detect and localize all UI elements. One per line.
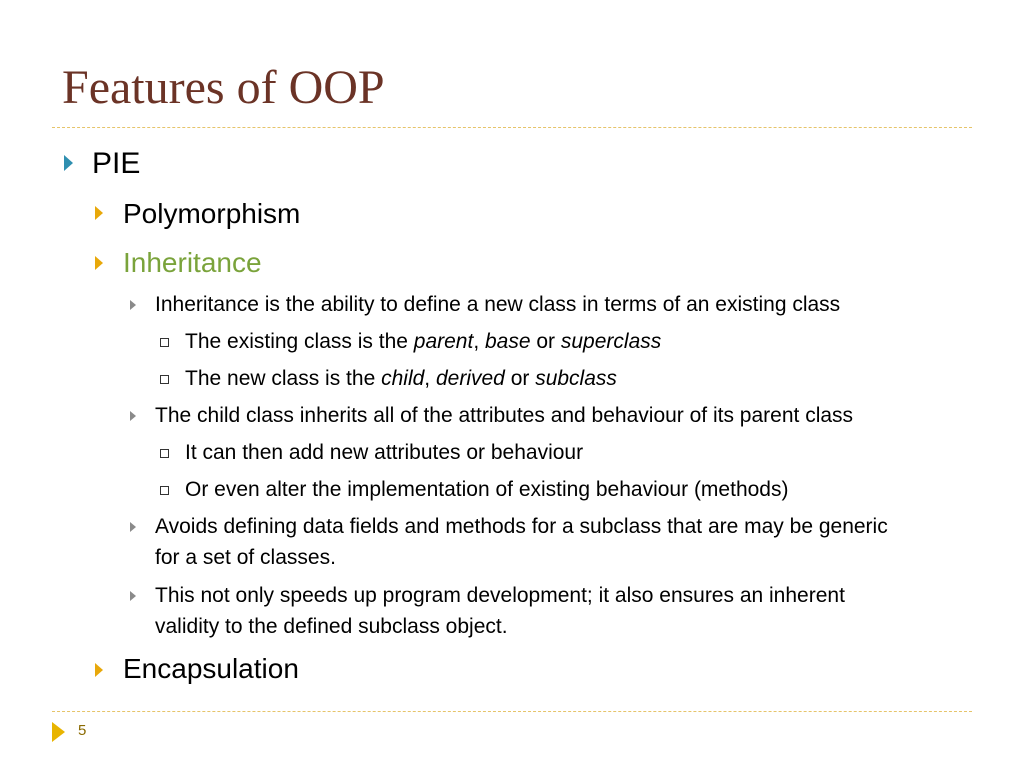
bullet-arrow-icon xyxy=(130,522,136,532)
title-divider xyxy=(52,127,972,128)
bullet-arrow-icon xyxy=(130,300,136,310)
bullet-speeds-up-line1: This not only speeds up program development; it also ensures an inherent xyxy=(155,584,845,607)
bullet-square-icon xyxy=(160,486,169,495)
bullet-pie: PIE xyxy=(92,147,141,180)
bullet-encapsulation: Encapsulation xyxy=(123,653,299,684)
bullet-square-icon xyxy=(160,375,169,384)
bullet-child-inherits: The child class inherits all of the attributes and behaviour of its parent class xyxy=(155,404,854,427)
bullet-arrow-icon xyxy=(130,411,136,421)
bullet-avoids-defining-line1: Avoids defining data fields and methods for a subclass that are may be generic xyxy=(155,515,888,538)
bullet-arrow-icon xyxy=(95,256,103,270)
bullet-existing-class: The existing class is the parent, base or superclass xyxy=(185,330,662,353)
bullet-avoids-defining-line2: for a set of classes. xyxy=(155,546,336,569)
bullet-alter-implementation: Or even alter the implementation of existing behaviour (methods) xyxy=(185,478,789,501)
footer-divider xyxy=(52,711,972,712)
bullet-square-icon xyxy=(160,338,169,347)
bullet-inheritance: Inheritance xyxy=(123,247,262,278)
bullet-square-icon xyxy=(160,449,169,458)
bullet-arrow-icon xyxy=(95,206,103,220)
bullet-polymorphism: Polymorphism xyxy=(123,198,301,229)
bullet-speeds-up-line2: validity to the defined subclass object. xyxy=(155,615,508,638)
footer-arrow-icon xyxy=(52,722,65,742)
bullet-inheritance-definition: Inheritance is the ability to define a new class in terms of an existing class xyxy=(155,293,841,316)
slide-title: Features of OOP xyxy=(62,61,385,114)
bullet-arrow-icon xyxy=(130,591,136,601)
page-number: 5 xyxy=(78,722,87,739)
bullet-arrow-icon xyxy=(95,663,103,677)
bullet-arrow-icon xyxy=(64,155,73,171)
bullet-new-class: The new class is the child, derived or subclass xyxy=(185,367,617,390)
bullet-add-attributes: It can then add new attributes or behaviour xyxy=(185,441,584,464)
